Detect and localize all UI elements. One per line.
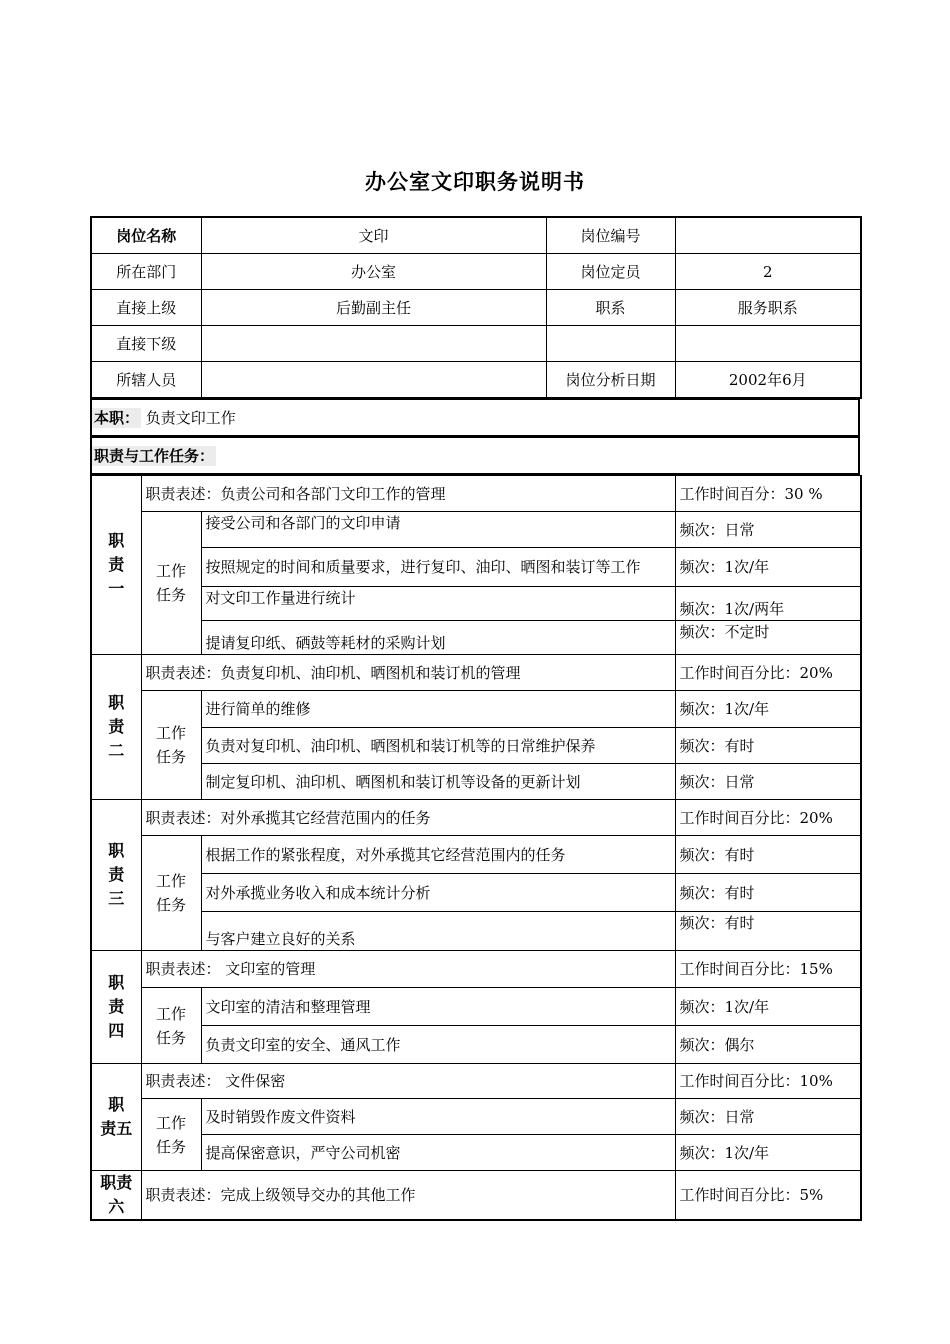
duty5-desc-row (91, 1064, 861, 1099)
label-empty (546, 326, 675, 362)
duty3-heading: 职 责 三 (91, 800, 141, 951)
label-subordinate: 直接下级 (91, 326, 201, 362)
label-analysis-date: 岗位分析日期 (546, 362, 675, 399)
duty-label: 本职： (94, 408, 140, 427)
duty-strip (90, 399, 860, 437)
value-subordinate (201, 326, 546, 362)
duty4-desc-row (91, 951, 861, 988)
duty2-desc-row (91, 655, 861, 691)
duty4-task1: 文印室的清洁和整理管理 (201, 988, 675, 1026)
duty2-task-label: 工作 任务 (141, 691, 201, 800)
duty3-task-row (91, 836, 861, 874)
duty4-time-percent: 工作时间百分比：15% (675, 951, 861, 988)
label-job-family: 职系 (546, 290, 675, 326)
duty4-task-label: 工作 任务 (141, 988, 201, 1064)
duty3-desc-row (91, 800, 861, 836)
duty3-task-label: 工作 任务 (141, 836, 201, 951)
duty5-task1-freq: 频次：日常 (675, 1099, 861, 1135)
label-headcount: 岗位定员 (546, 254, 675, 290)
value-position-name: 文印 (201, 217, 546, 254)
duty5-task-row (91, 1099, 861, 1135)
duty3-task1-freq: 频次：有时 (675, 836, 861, 874)
value-job-family: 服务职系 (675, 290, 861, 326)
value-analysis-date: 2002年6月 (675, 362, 861, 399)
duty5-task1: 及时销毁作废文件资料 (201, 1099, 675, 1135)
value-headcount: 2 (675, 254, 861, 290)
duty4-description: 职责表述： 文印室的管理 (141, 951, 675, 988)
duty4-task2-freq: 频次：偶尔 (675, 1026, 861, 1064)
duty1-description: 职责表述：负责公司和各部门文印工作的管理 (141, 476, 675, 512)
duty5-task-row (91, 1135, 861, 1171)
value-department: 办公室 (201, 254, 546, 290)
basic-info-table (90, 216, 862, 399)
info-row-subordinate (91, 326, 861, 362)
info-row-staff (91, 362, 861, 399)
duty6-desc-row (91, 1171, 861, 1221)
duty5-task-label: 工作 任务 (141, 1099, 201, 1171)
duty1-task-row (91, 512, 861, 548)
duty5-task2-freq: 频次：1次/年 (675, 1135, 861, 1171)
duty2-task1: 进行简单的维修 (201, 691, 675, 728)
tasks-heading-row (91, 438, 859, 475)
duty1-task-label: 工作 任务 (141, 512, 201, 655)
duty2-heading: 职 责 二 (91, 655, 141, 800)
info-row-position (91, 217, 861, 254)
duty2-task-row (91, 728, 861, 764)
duty4-task-row (91, 988, 861, 1026)
duty3-task2: 对外承揽业务收入和成本统计分析 (201, 874, 675, 912)
duty4-task2: 负责文印室的安全、通风工作 (201, 1026, 675, 1064)
tasks-heading: 职责与工作任务： (94, 446, 215, 465)
duty4-heading: 职 责 四 (91, 951, 141, 1064)
value-superior: 后勤副主任 (201, 290, 546, 326)
duty6-description: 职责表述：完成上级领导交办的其他工作 (141, 1171, 675, 1221)
duty4-task1-freq: 频次：1次/年 (675, 988, 861, 1026)
document-title: 办公室文印职务说明书 (365, 169, 585, 194)
duty2-task3-freq: 频次：日常 (675, 764, 861, 800)
duty1-task4-freq: 频次：不定时 (675, 621, 861, 655)
duty1-task-row (91, 587, 861, 621)
duties-table (90, 475, 862, 1221)
duty6-time-percent: 工作时间百分比：5% (675, 1171, 861, 1221)
label-staff: 所辖人员 (91, 362, 201, 399)
duty1-task-row (91, 548, 861, 587)
duty3-task1: 根据工作的紧张程度，对外承揽其它经营范围内的任务 (201, 836, 675, 874)
duty3-task2-freq: 频次：有时 (675, 874, 861, 912)
value-empty (675, 326, 861, 362)
duty-text: 负责文印工作 (145, 408, 236, 427)
duty5-heading: 职 责五 (91, 1064, 141, 1171)
duty2-task1-freq: 频次：1次/年 (675, 691, 861, 728)
label-department: 所在部门 (91, 254, 201, 290)
label-position-code: 岗位编号 (546, 217, 675, 254)
duty1-task4: 提请复印纸、硒鼓等耗材的采购计划 (201, 621, 675, 655)
duty2-description: 职责表述：负责复印机、油印机、晒图机和装订机的管理 (141, 655, 675, 691)
duty1-task1-freq: 频次：日常 (675, 512, 861, 548)
tasks-heading-strip (90, 437, 860, 475)
label-superior: 直接上级 (91, 290, 201, 326)
duty1-task2-freq: 频次：1次/年 (675, 548, 861, 587)
info-row-department (91, 254, 861, 290)
info-row-superior (91, 290, 861, 326)
duty6-heading: 职责 六 (91, 1171, 141, 1221)
duty1-task3-freq: 频次：1次/两年 (675, 587, 861, 621)
duty1-task3: 对文印工作量进行统计 (201, 587, 675, 621)
duty1-task1: 接受公司和各部门的文印申请 (201, 512, 675, 548)
duty5-description: 职责表述： 文件保密 (141, 1064, 675, 1099)
duty3-task-row (91, 874, 861, 912)
duty1-task2: 按照规定的时间和质量要求，进行复印、油印、晒图和装订等工作 (201, 548, 675, 587)
duty2-task-row (91, 764, 861, 800)
duty1-time-percent: 工作时间百分：30 % (675, 476, 861, 512)
duty-row (91, 400, 859, 437)
label-position-name: 岗位名称 (91, 217, 201, 254)
duty2-task2: 负责对复印机、油印机、晒图机和装订机等的日常维护保养 (201, 728, 675, 764)
duty2-task2-freq: 频次：有时 (675, 728, 861, 764)
duty5-task2: 提高保密意识，严守公司机密 (201, 1135, 675, 1171)
value-position-code (675, 217, 861, 254)
duty2-time-percent: 工作时间百分比：20% (675, 655, 861, 691)
duty3-time-percent: 工作时间百分比：20% (675, 800, 861, 836)
duty1-heading: 职 责 一 (91, 476, 141, 655)
duty4-task-row (91, 1026, 861, 1064)
job-description-form (90, 216, 860, 1221)
duty3-task-row (91, 912, 861, 951)
duty2-task3: 制定复印机、油印机、晒图机和装订机等设备的更新计划 (201, 764, 675, 800)
duty1-desc-row (91, 476, 861, 512)
duty1-task-row (91, 621, 861, 655)
duty3-task3-freq: 频次：有时 (675, 912, 861, 951)
duty2-task-row (91, 691, 861, 728)
duty3-description: 职责表述：对外承揽其它经营范围内的任务 (141, 800, 675, 836)
value-staff (201, 362, 546, 399)
duty3-task3: 与客户建立良好的关系 (201, 912, 675, 951)
duty5-time-percent: 工作时间百分比：10% (675, 1064, 861, 1099)
